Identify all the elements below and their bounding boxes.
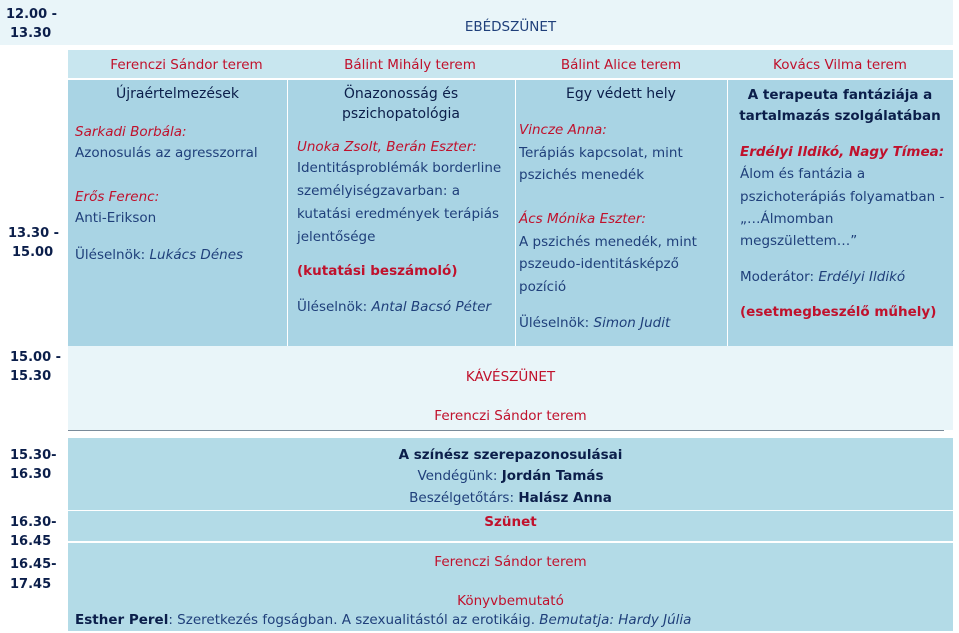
- session-3-talk-1-line-1: Terápiás kapcsolat, mint: [519, 145, 683, 161]
- partner-label: Beszélgetőtárs:: [409, 490, 519, 506]
- room-single-ferenczi: Ferenczi Sándor terem: [434, 408, 587, 424]
- room-balint-mihaly: Bálint Mihály terem: [344, 57, 476, 73]
- room-ferenczi: Ferenczi Sándor terem: [110, 57, 263, 73]
- session-2-note: (kutatási beszámoló): [297, 263, 458, 279]
- session-4-speaker-1: Erdélyi Ildikó, Nagy Tímea:: [740, 144, 945, 160]
- session-3-title: Egy védett hely: [566, 86, 676, 102]
- conversation-partner: [68, 488, 953, 508]
- session-2-talk-line-3: kutatási eredmények terápiás: [297, 206, 500, 222]
- conversation-title: A színész szerepazonosulásai: [398, 447, 623, 463]
- session-3-talk-2-line-1: A pszichés menedék, mint: [519, 234, 697, 250]
- session-4-talk-line-3: „…Álmomban: [740, 211, 834, 227]
- session-3-speaker-2: Ács Mónika Eszter:: [519, 211, 646, 227]
- book-launch-room: Ferenczi Sándor terem: [434, 554, 587, 570]
- book-author: Esther Perel: [75, 612, 169, 628]
- session-2-chair: [297, 297, 491, 317]
- session-1-talk-2: Anti-Erikson: [75, 210, 157, 226]
- session-2-title-line-1: Önazonosság és: [343, 86, 459, 102]
- session-2-speaker-1: Unoka Zsolt, Berán Eszter:: [297, 139, 477, 155]
- session-3-speaker-1: Vincze Anna:: [519, 122, 607, 138]
- chair-name: Antal Bacsó Péter: [371, 299, 492, 315]
- moderator-label: Moderátor:: [740, 269, 819, 285]
- coffee-break-title: KÁVÉSZÜNET: [465, 369, 556, 385]
- time-break-start: 16.30-: [10, 515, 57, 530]
- session-2-title-line-2: pszichopatológia: [342, 106, 460, 122]
- chair-label: Üléselnök:: [75, 247, 150, 263]
- session-1-title: Újraértelmezések: [115, 86, 240, 102]
- room-balint-alice: Bálint Alice terem: [560, 57, 682, 73]
- session-1-chair: [75, 245, 243, 265]
- time-coffee-start: 15.00 -: [10, 350, 62, 365]
- guest-name: Jordán Tamás: [501, 468, 604, 484]
- lunch-break-title: EBÉDSZÜNET: [464, 19, 557, 35]
- conversation-guest: [68, 466, 953, 486]
- time-book-start: 16.45-: [10, 557, 57, 572]
- session-4-moderator: [740, 267, 905, 287]
- time-coffee-end: 15.30: [10, 369, 52, 384]
- time-break-end: 16.45: [10, 534, 52, 549]
- time-conversation-end: 16.30: [10, 467, 52, 482]
- moderator-name: Erdélyi Ildikó: [818, 269, 906, 285]
- chair-name: Lukács Dénes: [149, 247, 244, 263]
- session-3-talk-2-line-3: pozíció: [519, 279, 567, 295]
- time-conversation-start: 15.30-: [10, 448, 57, 463]
- partner-name: Halász Anna: [518, 490, 612, 506]
- time-cell-sessions: [0, 80, 68, 346]
- session-3-talk-1-line-2: pszichés menedék: [519, 167, 645, 183]
- guest-label: Vendégünk:: [417, 468, 502, 484]
- session-4-title-line-2: tartalmazás szolgálatában: [739, 108, 941, 124]
- book-launch-details: [75, 610, 691, 630]
- col-divider-3: [515, 80, 516, 346]
- time-book-end: 17.45: [10, 577, 52, 592]
- chair-name: Simon Judit: [593, 315, 671, 331]
- session-3-chair: [519, 313, 670, 333]
- time-lunch-end: 13.30: [10, 26, 52, 41]
- book-title: : Szeretkezés fogságban. A szexualitástól az erotikáig.: [168, 612, 540, 628]
- time-sessions-start: 13.30 -: [8, 226, 60, 241]
- book-presenter: Bemutatja: Hardy Júlia: [539, 612, 692, 628]
- session-1-speaker-2: Erős Ferenc:: [75, 189, 160, 205]
- chair-label: Üléselnök:: [297, 299, 372, 315]
- session-4-talk-line-1: Álom és fantázia a: [740, 166, 866, 182]
- book-launch-title: Könyvbemutató: [457, 593, 564, 609]
- session-4-talk-line-2: pszichoterápiás folyamatban -: [740, 189, 945, 205]
- time-sessions-end: 15.00: [12, 245, 54, 260]
- chair-label: Üléselnök:: [519, 315, 594, 331]
- session-4-talk-line-4: megszülettem…”: [740, 233, 858, 249]
- session-2-talk-line-2: személyiségzavarban: a: [297, 183, 460, 199]
- session-3-talk-2-line-2: pszeudo-identitásképző: [519, 256, 679, 272]
- divider-line: [68, 430, 944, 431]
- time-lunch-start: 12.00 -: [6, 7, 58, 22]
- room-kovacs-vilma: Kovács Vilma terem: [773, 57, 907, 73]
- session-4-note: (esetmegbeszélő műhely): [740, 304, 937, 320]
- session-2-talk-line-4: jelentősége: [297, 229, 376, 245]
- session-4-title-line-1: A terapeuta fantáziája a: [747, 87, 933, 103]
- session-1-speaker-1: Sarkadi Borbála:: [75, 124, 187, 140]
- short-break-title: Szünet: [484, 514, 537, 530]
- session-1-talk-1: Azonosulás az agresszorral: [75, 145, 258, 161]
- session-2-talk-line-1: Identitásproblémák borderline: [297, 160, 502, 176]
